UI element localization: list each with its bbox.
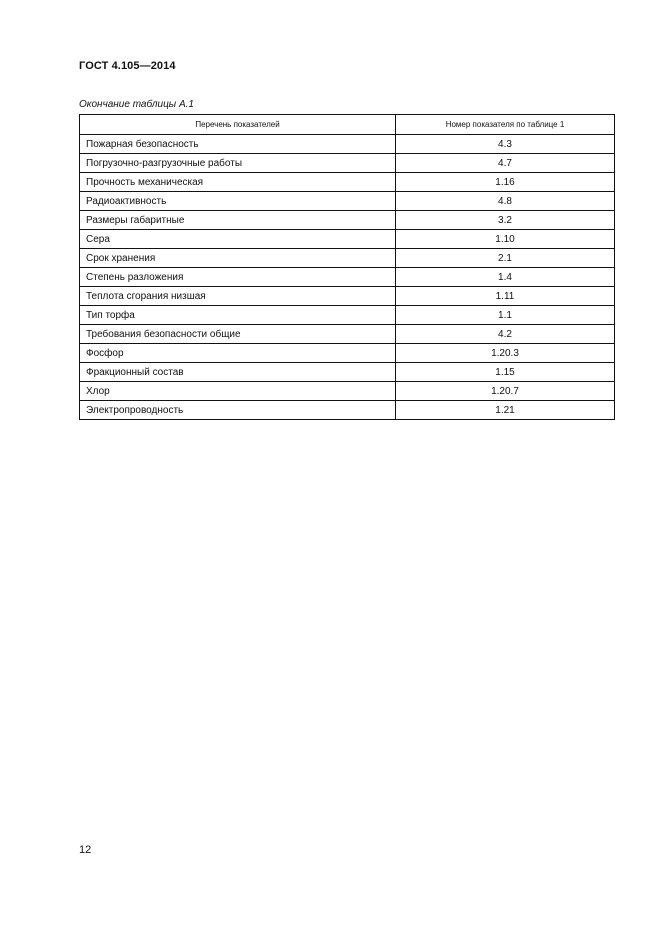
table-row bbox=[80, 154, 615, 173]
indicator-name: Погрузочно-разгрузочные работы bbox=[80, 154, 396, 173]
indicator-number: 4.8 bbox=[396, 192, 615, 211]
table-row bbox=[80, 173, 615, 192]
indicator-number: 4.7 bbox=[396, 154, 615, 173]
indicator-number: 2.1 bbox=[396, 249, 615, 268]
table-row bbox=[80, 192, 615, 211]
indicator-name: Электропроводность bbox=[80, 401, 396, 420]
indicator-number: 1.20.7 bbox=[396, 382, 615, 401]
table-header-row bbox=[80, 115, 615, 135]
table-row bbox=[80, 363, 615, 382]
indicator-number: 1.16 bbox=[396, 173, 615, 192]
table-caption: Окончание таблицы А.1 bbox=[79, 99, 194, 110]
table-row bbox=[80, 135, 615, 154]
table-row bbox=[80, 382, 615, 401]
indicator-number: 1.10 bbox=[396, 230, 615, 249]
indicator-number: 1.1 bbox=[396, 306, 615, 325]
table-row bbox=[80, 249, 615, 268]
indicator-number: 4.3 bbox=[396, 135, 615, 154]
indicator-name: Прочность механическая bbox=[80, 173, 396, 192]
indicator-name: Требования безопасности общие bbox=[80, 325, 396, 344]
indicator-number: 1.21 bbox=[396, 401, 615, 420]
document-standard-title: ГОСТ 4.105—2014 bbox=[79, 60, 176, 72]
indicator-name: Радиоактивность bbox=[80, 192, 396, 211]
table-row bbox=[80, 344, 615, 363]
table-row bbox=[80, 401, 615, 420]
indicator-name: Сера bbox=[80, 230, 396, 249]
indicator-number: 1.4 bbox=[396, 268, 615, 287]
table-row bbox=[80, 325, 615, 344]
indicator-name: Пожарная безопасность bbox=[80, 135, 396, 154]
indicators-table bbox=[79, 114, 615, 420]
page-number: 12 bbox=[79, 844, 92, 856]
indicator-number: 4.2 bbox=[396, 325, 615, 344]
column-header-indicators: Перечень показателей bbox=[80, 115, 396, 135]
table-row bbox=[80, 230, 615, 249]
indicator-number: 3.2 bbox=[396, 211, 615, 230]
table-row bbox=[80, 306, 615, 325]
indicator-name: Хлор bbox=[80, 382, 396, 401]
indicator-name: Фосфор bbox=[80, 344, 396, 363]
indicator-number: 1.11 bbox=[396, 287, 615, 306]
indicator-name: Степень разложения bbox=[80, 268, 396, 287]
table-row bbox=[80, 287, 615, 306]
table-row bbox=[80, 268, 615, 287]
indicator-name: Срок хранения bbox=[80, 249, 396, 268]
indicator-number: 1.20.3 bbox=[396, 344, 615, 363]
indicator-name: Теплота сгорания низшая bbox=[80, 287, 396, 306]
table-row bbox=[80, 211, 615, 230]
column-header-number: Номер показателя по таблице 1 bbox=[396, 115, 615, 135]
indicator-number: 1.15 bbox=[396, 363, 615, 382]
indicator-name: Фракционный состав bbox=[80, 363, 396, 382]
indicator-name: Размеры габаритные bbox=[80, 211, 396, 230]
indicator-name: Тип торфа bbox=[80, 306, 396, 325]
